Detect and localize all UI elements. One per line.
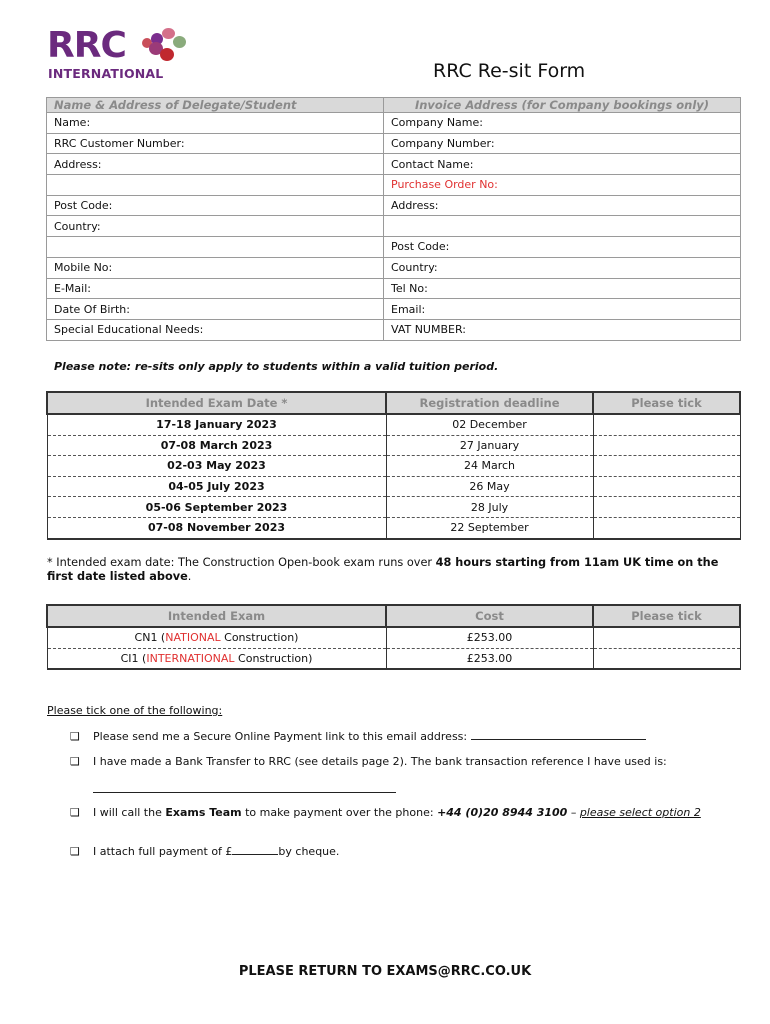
- address-row: [47, 175, 741, 196]
- exams-team-label: Exams Team: [165, 806, 242, 819]
- exam-date-row: [47, 497, 740, 518]
- page-title: RRC Re-sit Form: [433, 60, 586, 82]
- address-row: [47, 299, 741, 320]
- deadline-cell: 28 July: [386, 497, 593, 518]
- exam-name-cell: [47, 648, 386, 669]
- address-row: [47, 237, 741, 258]
- footnote-text: * Intended exam date: The Construction Open-book exam runs over: [47, 556, 436, 569]
- exam-scope: INTERNATIONAL: [146, 651, 235, 665]
- address-row: [47, 113, 741, 134]
- address-row: [47, 133, 741, 154]
- address-row: [47, 154, 741, 175]
- exam-subject: Construction): [220, 631, 299, 645]
- email-blank[interactable]: [471, 739, 646, 740]
- tick-cell[interactable]: [593, 414, 740, 435]
- exam-date-row: [47, 517, 740, 538]
- option-bank-transfer-label: I have made a Bank Transfer to RRC (see details page 2). The bank transaction reference I have used is:: [93, 755, 667, 768]
- exam-row: [47, 627, 740, 648]
- exam-code: CI1 (: [120, 651, 147, 665]
- invoice-field[interactable]: Email:: [384, 299, 741, 320]
- delegate-field[interactable]: E-Mail:: [47, 278, 384, 299]
- cheque-amount-blank[interactable]: [232, 854, 278, 855]
- footnote-bold: 48 hours starting from 11am UK time on the first date listed above: [47, 556, 719, 583]
- exam-tick-header: Please tick: [593, 605, 740, 627]
- deadline-cell: 02 December: [386, 414, 593, 435]
- exam-date-cell: 04-05 July 2023: [47, 476, 386, 497]
- exam-cost-cell: £253.00: [386, 648, 593, 669]
- deadline-cell: 26 May: [386, 476, 593, 497]
- exam-date-row: [47, 476, 740, 497]
- select-option-2: please select option 2: [579, 806, 701, 819]
- checkbox-online-payment[interactable]: ❑: [70, 730, 80, 743]
- exam-dates-table: [46, 391, 741, 540]
- exam-date-row: [47, 414, 740, 435]
- exam-date-cell: 17-18 January 2023: [47, 414, 386, 435]
- deadline-cell: 27 January: [386, 435, 593, 456]
- exam-code: CN1 (: [134, 631, 166, 645]
- invoice-field[interactable]: VAT NUMBER:: [384, 319, 741, 340]
- tick-cell[interactable]: [593, 476, 740, 497]
- exam-date-row: [47, 435, 740, 456]
- tick-cell[interactable]: [593, 456, 740, 477]
- bank-reference-blank[interactable]: [93, 782, 396, 793]
- address-row: [47, 278, 741, 299]
- exam-cost-cell: £253.00: [386, 627, 593, 648]
- option-phone-pre: I will call the: [93, 806, 166, 819]
- delegate-field[interactable]: RRC Customer Number:: [47, 133, 384, 154]
- option-cheque-pre: I attach full payment of £: [93, 845, 233, 858]
- exam-tick-cell[interactable]: [593, 627, 740, 648]
- invoice-field[interactable]: Post Code:: [384, 237, 741, 258]
- address-row: [47, 319, 741, 340]
- tick-heading: Please tick one of the following:: [47, 704, 223, 717]
- delegate-field[interactable]: Name:: [47, 113, 384, 134]
- exam-tick-cell[interactable]: [593, 648, 740, 669]
- checkbox-phone[interactable]: ❑: [70, 806, 80, 819]
- logo-dot-pink: [162, 28, 175, 39]
- exam-date-cell: 07-08 November 2023: [47, 517, 386, 538]
- invoice-header: Invoice Address (for Company bookings only): [384, 98, 741, 113]
- delegate-field[interactable]: Country:: [47, 216, 384, 237]
- deadline-header: Registration deadline: [386, 392, 593, 414]
- exam-date-cell: 02-03 May 2023: [47, 456, 386, 477]
- delegate-field[interactable]: Mobile No:: [47, 257, 384, 278]
- invoice-field[interactable]: Tel No:: [384, 278, 741, 299]
- invoice-field[interactable]: Company Name:: [384, 113, 741, 134]
- logo-dot-green: [173, 36, 186, 48]
- exam-date-row: [47, 456, 740, 477]
- delegate-field[interactable]: Address:: [47, 154, 384, 175]
- exam-date-header: Intended Exam Date *: [47, 392, 386, 414]
- logo-dot-darkred: [160, 48, 174, 61]
- address-row: [47, 195, 741, 216]
- invoice-field[interactable]: Contact Name:: [384, 154, 741, 175]
- tick-header: Please tick: [593, 392, 740, 414]
- delegate-field[interactable]: [47, 237, 384, 258]
- footnote-end: .: [187, 570, 192, 583]
- intended-exam-header: Intended Exam: [47, 605, 386, 627]
- deadline-cell: 24 March: [386, 456, 593, 477]
- exam-date-footnote: [47, 556, 747, 584]
- return-instructions: PLEASE RETURN TO EXAMS@RRC.CO.UK: [238, 964, 532, 979]
- delegate-field[interactable]: Special Educational Needs:: [47, 319, 384, 340]
- invoice-field[interactable]: Purchase Order No:: [384, 175, 741, 196]
- exam-date-cell: 07-08 March 2023: [47, 435, 386, 456]
- resit-note: Please note: re-sits only apply to students within a valid tuition period.: [54, 360, 499, 373]
- option-online-payment-label: Please send me a Secure Online Payment link to this email address:: [93, 730, 468, 743]
- delegate-header: Name & Address of Delegate/Student: [47, 98, 384, 113]
- exam-scope: NATIONAL: [165, 631, 221, 645]
- invoice-field[interactable]: Country:: [384, 257, 741, 278]
- option-cheque-post: by cheque.: [278, 845, 340, 858]
- exam-name-cell: [47, 627, 386, 648]
- checkbox-bank-transfer[interactable]: ❑: [70, 755, 80, 768]
- address-row: [47, 216, 741, 237]
- invoice-field[interactable]: Company Number:: [384, 133, 741, 154]
- tick-cell[interactable]: [593, 435, 740, 456]
- address-row: [47, 257, 741, 278]
- invoice-field[interactable]: [384, 216, 741, 237]
- checkbox-cheque[interactable]: ❑: [70, 845, 80, 858]
- exam-date-cell: 05-06 September 2023: [47, 497, 386, 518]
- phone-number: +44 (0)20 8944 3100: [437, 806, 568, 819]
- exam-cost-table: [46, 604, 741, 670]
- address-table: [46, 97, 741, 341]
- exam-row: [47, 648, 740, 669]
- tick-cell[interactable]: [593, 497, 740, 518]
- delegate-field[interactable]: [47, 175, 384, 196]
- rrc-logo: [47, 25, 197, 81]
- option-phone-dash: –: [567, 806, 580, 819]
- logo-main-text: RRC: [47, 25, 126, 66]
- invoice-field[interactable]: Address:: [384, 195, 741, 216]
- tick-cell[interactable]: [593, 517, 740, 538]
- delegate-field[interactable]: Post Code:: [47, 195, 384, 216]
- option-phone-mid: to make payment over the phone:: [241, 806, 438, 819]
- exam-subject: Construction): [234, 651, 313, 665]
- delegate-field[interactable]: Date Of Birth:: [47, 299, 384, 320]
- logo-sub-text: INTERNATIONAL: [48, 66, 164, 81]
- cost-header: Cost: [386, 605, 593, 627]
- deadline-cell: 22 September: [386, 517, 593, 538]
